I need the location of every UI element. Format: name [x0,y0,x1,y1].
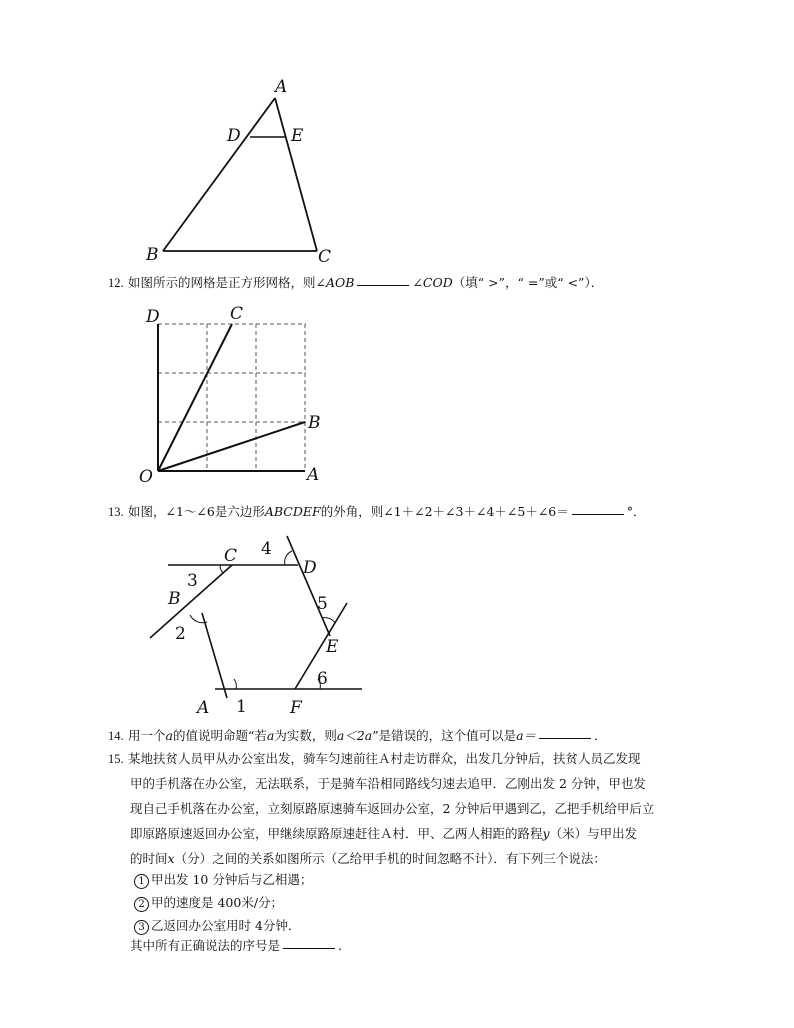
q14-var: a [165,728,173,743]
triangle-figure [140,74,340,270]
q14-suffix: ． [594,728,607,743]
angle-label-5: 5 [317,594,328,614]
q13-shape-name: ABCDEF [264,504,321,519]
label-a: A [197,698,210,718]
side-ac [275,98,317,251]
angle-label-6: 6 [317,669,328,689]
angle-label-1: 1 [236,697,247,717]
circled-number: 3 [134,920,149,935]
angle-label-4: 4 [261,539,272,559]
q13-prefix: 如图，∠1～∠6是六边形 [128,504,265,519]
q15-final-suffix: ． [338,938,351,953]
q15-final-prefix: 其中所有正确说法的序号是 [130,938,281,953]
q14-equation: a＝ [516,728,537,743]
label-a: A [307,465,320,485]
q14-middle3: ”是错误的，这个值可以是 [372,728,517,743]
label-e: E [326,637,339,657]
q15-statement-1 [134,870,312,889]
answer-blank[interactable] [539,725,591,739]
label-c: C [318,247,332,267]
q14-middle2: 为实数，则 [274,728,337,743]
question-number: 13. [108,505,124,519]
label-b: B [308,413,321,433]
statement-text: 乙返回办公室用时 4分钟． [151,918,301,933]
label-b: B [168,589,181,609]
label-c: C [224,546,238,566]
label-b: B [146,245,159,265]
angle-label-2: 2 [175,624,186,644]
label-c: C [230,304,244,324]
q12-angle-aob: ∠AOB [315,275,355,290]
q15-var-x: x [167,851,175,866]
ext-line-ab [202,613,227,698]
q14-var: a [266,728,275,743]
q14-middle1: 的值说明命题“若 [172,728,267,743]
q12-prefix: 如图所示的网格是正方形网格，则 [128,275,316,290]
label-d: D [227,126,241,146]
answer-blank[interactable] [357,272,409,286]
q15-line-5 [130,847,606,870]
answer-blank[interactable] [572,501,624,515]
angle-label-3: 3 [187,571,198,591]
q14-inequality: a＜2a [336,728,373,743]
statement-text: 甲的速度是 400米/分； [151,895,284,910]
statement-text: 甲出发 10 分钟后与乙相遇； [151,872,313,887]
q12-angle-cod: ∠COD [412,275,453,290]
q15-line-4-text: 即原路原速返回办公室，甲继续原路原速赶往Ａ村．甲、乙两人相距的路程 [130,826,543,841]
side-ab [163,98,275,251]
angle-arc [285,551,292,565]
question-12 [108,271,708,295]
circled-number: 2 [134,897,149,912]
label-o: O [139,467,153,487]
q13-middle: 的外角，则∠1＋∠2＋∠3＋∠4＋∠5＋∠6＝ [320,504,569,519]
q15-final-line [130,934,351,957]
q15-line-5-start: 的时间 [130,851,168,866]
q15-line-2: 甲的手机落在办公室，无法联系，于是骑车沿相同路线匀速去追甲．乙刚出发 2 分钟，甲也发 [130,776,646,791]
answer-blank[interactable] [283,935,335,949]
q15-line-4-end: （米）与甲出发 [549,826,638,841]
q15-statement-3 [134,916,300,935]
ray-oc [158,324,232,471]
label-d: D [303,558,317,578]
q15-statement-2 [134,893,283,912]
hexagon-figure [140,528,370,720]
question-14 [108,724,708,748]
grid-figure [136,302,336,488]
q15-line-5-end: （分）之间的关系如图所示（乙给甲手机的时间忽略不计）．有下列三个说法： [174,851,606,866]
ext-line-de [287,536,330,636]
q15-line-4 [130,822,637,845]
q12-suffix: （填“ >”，“ =”或“ <”）． [452,275,604,290]
question-number: 14. [108,729,124,743]
circled-number: 1 [134,874,149,889]
label-d: D [146,307,160,327]
q15-line-1: 某地扶贫人员甲从办公室出发，骑车匀速前往Ａ村走访群众，出发几分钟后，扶贫人员乙发现 [128,751,641,766]
angle-arc [234,679,236,689]
q15-line-3: 现自己手机落在办公室，立刻原路原速骑车返回办公室，2 分钟后甲遇到乙，乙把手机给甲后立 [130,801,655,816]
label-f: F [290,698,302,718]
q15-var-y: y [542,826,550,841]
label-a: A [275,77,288,97]
angle-arc [220,565,223,573]
question-number: 15. [108,752,124,766]
label-e: E [291,126,304,146]
question-13 [108,500,708,524]
question-number: 12. [108,276,124,290]
q13-suffix: °． [626,504,646,519]
q14-prefix: 用一个 [128,728,166,743]
question-15 [108,747,708,771]
